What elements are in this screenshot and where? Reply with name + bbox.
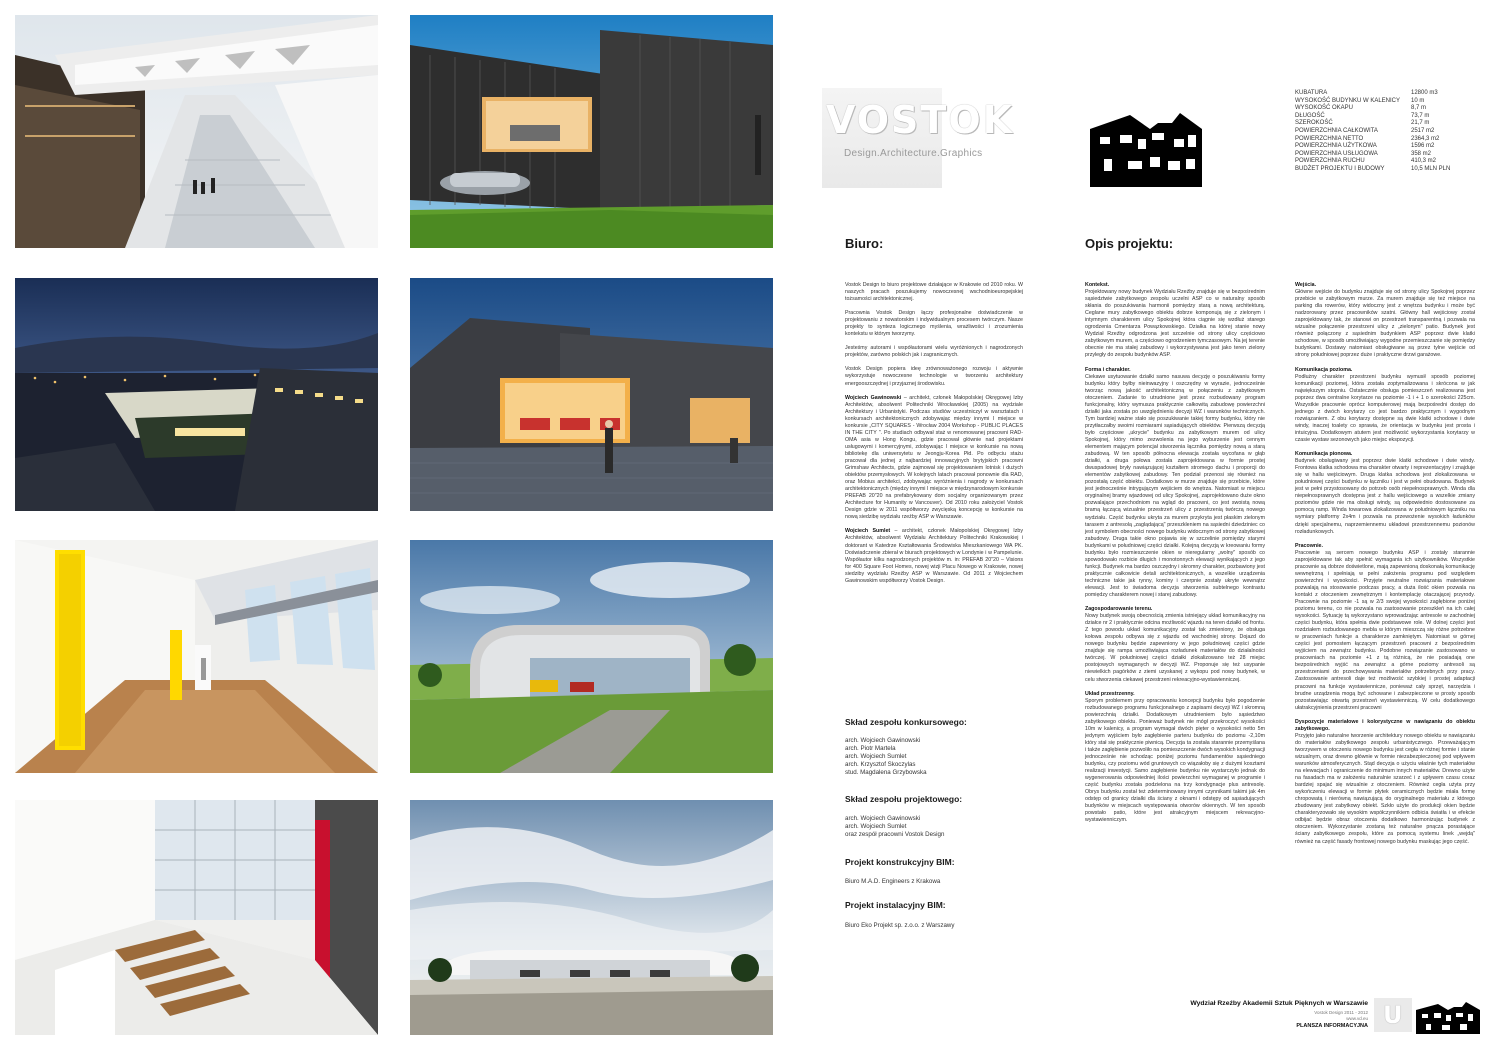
team-member: oraz zespół pracowni Vostok Design — [845, 831, 945, 838]
team-member: arch. Wojciech Sumlet — [845, 823, 907, 830]
stats-label: POWIERZCHNIA NETTO — [1295, 135, 1364, 142]
footer-website: www.vd.eu — [1346, 1015, 1368, 1021]
bio-gawinowski — [845, 395, 1023, 522]
stats-row — [1295, 90, 1450, 98]
stats-row — [1295, 120, 1450, 128]
stats-row — [1295, 158, 1450, 166]
opis-heading: Opis projektu: — [1085, 236, 1174, 251]
stats-value: 10,5 MLN PLN — [1411, 165, 1451, 172]
opis-section-text: Nowy budynek swoją obecnością zmienia istniejący układ komunikacyjny na działce nr 2 i praktycznie odcina możliwość wjazdu na teren działki od frontu. Z tego powodu układ komunikacyjny został tak zmieniony, że obsługa kołowa zespołu odbywa się z wjazdu od wschodniej strony. Dojazd do nowego budynku będzie zapewniony w jego południowej części gdzie znajduje się rampa umożliwiająca rozładunek materiałów do działalności twórczej. W południowej części działki zlokalizowano też 28 miejsc postojowych wymaganych w decyzji WZ. Proponuje się też usypanie niewielkich pagórków z ziemi uzyskanej z wykopu pod nowy budynek, w celu stworzenia ciekawej przestrzeni rekreacyjno-wystawienniczej. — [1085, 613, 1265, 683]
stats-value: 358 m2 — [1411, 150, 1432, 157]
bim-konstrukcyjny-text: Biuro M.A.D. Engineers z Krakowa — [845, 878, 941, 885]
opis-section-heading: Forma i charakter. — [1085, 366, 1131, 373]
footer-subtitle — [1170, 1010, 1368, 1021]
opis-section-text: Budynek obsługiwany jest poprzez dwie klatki schodowe i dwie windy. Frontowa klatka schodowa ma charakter otwarty i reprezentacyjny i znajduje się w hallu wejściowym. Druga klatka schodowa jest zlokalizowana w południowej części budynku w łączniku i jest w pełni obudowana. Budynek jest w pełni przystosowany do potrzeb osób niepełnosprawnych. Winda dla niepełnosprawnych dostępna jest z hallu wejściowego a wszelkie zmiany poziomów gdzie nie ma obsługi windy, są odpowiednio dostosowane za pomocą ramp. Winda towarowa zlokalizowana w południowym łączniku na wymiary platformy 2x4m i pozwala na przewożenie wysokich ładunków dzięki specjalnemu, naprzemiennemu układowi przestrzennemu pozionów rozładunkowych. — [1295, 458, 1475, 535]
bio-text: – architekt, członek Małopolskiej Okręgowej Izby Architektów, absolwent Politechniki Wrocławskiej (2005) na wydziale Architektury i Urbanistyki. Podczas studiów uczestniczył w warsztatach i konkursach architektonicznych zdobywając między innymi I miejsce w konkursie „CITY SQUARES - Wrocław 2004 Workshop - PUBLIC PLACES IN THE CITY ". Po studiach odbywał staż w renomowanej pracowni RAD-OMA asia w Hong Kongu, gdzie pracował głównie nad projektami usługowymi i komercyjnymi, zdobywając I miejsce w konkursie na nową bibliotekę dla uniwersytetu w Jeongju-Korea Płd. Po odbyciu stażu pracował dla jednej z najbardziej innowacyjnych brytyjskich pracowni Grimshaw Architects, gdzie zajmował się projektowaniem lotnisk i dużych obiektów przemysłowych. W kolejnych latach pracował ponownie dla RAD, oraz Mobius architekci, zdobywając wyróżnienia i nagrody w konkursach architektonicznych (między innymi I miejsce w międzynarodowym konkursie PREFAB 20"20 na prefabrykowany dom socjalny organizowanym przez Architecture for Humanity w Vancouver). Od 2010 roku założyciel Vostok Design gdzie w 2011 współtworzy zwycięską koncepcję w konkursie na nową siedzibę wydziału rzeźby ASP w Warszawie. — [845, 394, 1023, 521]
timber-house-dusk-render — [410, 278, 773, 511]
team-member: arch. Wojciech Gawinowski — [845, 737, 921, 744]
stats-row — [1295, 151, 1450, 159]
opis-column-2 — [1295, 282, 1475, 853]
timber-house-night-render — [15, 278, 378, 511]
opis-section-heading: Zagospodarowanie terenu. — [1085, 606, 1153, 613]
opis-section-heading: Pracownie. — [1295, 542, 1323, 549]
small-building-silhouette-icon — [1416, 1000, 1482, 1034]
stats-value: 73,7 m — [1411, 112, 1430, 119]
opis-section-heading: Komunikacja pionowa. — [1295, 451, 1353, 458]
curved-pavilion-render — [410, 540, 773, 773]
stats-value: 8,7 m — [1411, 105, 1427, 112]
team-member: stud. Magdalena Grzybowska — [845, 769, 927, 776]
stats-row — [1295, 166, 1450, 174]
opis-section — [1085, 367, 1265, 600]
staircase-interior-photo — [15, 800, 378, 1035]
bio-name: Wojciech Sumlet — [845, 528, 891, 535]
opis-section — [1085, 691, 1265, 825]
footer-credit: Vostok Design 2011 - 2012 — [1314, 1010, 1368, 1015]
building-silhouette-icon — [1090, 99, 1205, 189]
small-logo-letter: U — [1383, 1001, 1403, 1029]
logo-wordmark: VOSTOK — [826, 98, 1015, 142]
bridge-walkway-photo — [15, 15, 378, 248]
bio-name: Wojciech Gawinowski — [845, 394, 902, 401]
small-logo — [1374, 998, 1412, 1032]
opis-section — [1295, 543, 1475, 712]
opis-section-text: Przyjęto jako naturalne tworzenie architektury nowego obiektu w nawiązaniu do materiałów zabytkowego zespołu urbanistycznego. Przeważającym tworzywem w otoczeniu nowego budynku jest cegła w różnej formie i stanie wizualnym, oraz drewno głównie w formie niezabezpieczonej pod wpływem warunków atmosferycznych. Stąd decyzja o użyciu właśnie tych materiałów na elewacjach i ograniczenie do minimum innych materiałów. Drewno użyte na fasadach ma w założeniu naturalnie szarzeć i z upływem czasu coraz bardziej spajać się wizualnie z otoczeniem. Również cegła użyta przy wykończeniu elewacji w formie płytek ceramicznych będzie miała formę chropowatą i nierówną nawiązującą do oryginalnego materiału z którego zbudowany jest zabytkowy obiekt. Szkło użyte do produkcji okien będzie charakteryzowało się wysokim współczynnikiem odbicia światła i w efekcie odbijać będzie obraz otoczenia dodatkowo harmonizując budynek z otoczeniem. Wykorzystanie zostaną też naturalne pnącza porastające ściany zabytkowego zespołu, które za pomocą systemu linek „wejdą" również na część fasady frontowej nowego budynku maskując jego część. — [1295, 732, 1475, 845]
biuro-text — [845, 282, 1023, 592]
stats-row — [1295, 105, 1450, 113]
opis-section — [1085, 282, 1265, 360]
opis-column-1 — [1085, 282, 1265, 831]
opis-section-text: Podłużny charakter przestrzeni budynku wymusił sposób poziomej komunikacji poziomej, która została zoptymalizowana i skrócona w jak największym stopniu. Ostatecznie obsługa pomieszczeń realizowana jest poprzez dwa centralne korytarze na poziomie -1 i + 1 o szerokości 225cm. Wszystkie pracownie oprócz komputerowej mają bezpośredni dostęp do jednego z dwóch korytarzy co jest bardzo praktycznym i wygodnym rozwiązaniem. Z obu korytarzy dostępne są dwie klatki schodowe i dwie windy, inaczej toalety co sprawia, że orientacja w budynku jest prosta i intuicyjna. Dodatkowym atutem jest możliwość wykorzystania korytarzy w czasie wystaw sezonowych jako miejsc ekspozycji. — [1295, 373, 1475, 443]
opis-section — [1085, 606, 1265, 684]
opis-section-heading: Układ przestrzenny. — [1085, 690, 1135, 697]
opis-section-text: Projektowany nowy budynek Wydziału Rzeźby znajduje się w bezpośrednim sąsiedztwie zabytkowego zespołu uczelni ASP co w naturalny sposób skłania do poszukiwania harmonii pomiędzy starą a nową architekturą. Ceglane mury zabytkowego obiektu dobrze komponują się z zielonym i intymnym charakterem ulicy Spokojnej która ciągnie się wzdłuż starego ogrodzenia Cmentarza Powązkowskiego. Działka na której stanie nowy Wydział Rzeźby odgrodzona jest szczelnie od strony ulicy częściowo zabytkowym murem, a częściowo ogrodzeniem tymczasowym. Na jej terenie obecnie nie ma stałej zabudowy i wykorzystywana jest jako teren zielony przyległy do zespołu budynków ASP. — [1085, 289, 1265, 359]
stats-value: 2517 m2 — [1411, 127, 1435, 134]
stats-value: 1596 m2 — [1411, 143, 1435, 150]
stats-value: 2364,3 m2 — [1411, 135, 1440, 142]
team-projekt-heading: Skład zespołu projektowego: — [845, 794, 963, 804]
stats-value: 12800 m3 — [1411, 90, 1438, 96]
timber-house-day-render — [410, 15, 773, 248]
team-member: arch. Wojciech Sumlet — [845, 753, 907, 760]
biuro-paragraph: Vostok Design to biuro projektowe działające w Krakowie od 2010 roku. W naszych pracach poszukujemy nowoczesnej wschodnioeuropejskiej tożsamości architektonicznej. — [845, 282, 1023, 303]
opis-section-text: Główne wejście do budynku znajduje się od strony ulicy Spokojnej poprzez przebicie w zabytkowym murze. Za murem znajduje się też miejsce na parking dla rowerów, który widoczny jest z wnętrza budynku i może być nadzorowany przez pracowników szatni. Główny hall wejściowy został zaprojektowany tak, że stanowi on przestrzeń transparentną i pozwala na wizualne połączenie przestrzeni ulicy z „zielonym" patio. Budynek jest również połączony z sąsiednim budynkiem ASP poprzez dwie klatki schodowe, w sposób umożliwiający wygodne przemieszczanie się pomiędzy budynkami. Dostawy natomiast obsługiwane są przez tylne wejście od strony południowej poprzez duże i praktyczne drzwi garażowe. — [1295, 289, 1475, 359]
stats-label: POWIERZCHNIA UŻYTKOWA — [1295, 143, 1377, 150]
team-projekt-list — [845, 815, 944, 839]
bim-instalacyjny-heading: Projekt instalacyjny BIM: — [845, 900, 946, 910]
logo-tagline: Design.Architecture.Graphics — [844, 148, 983, 159]
biuro-paragraph: Vostok Design popiera ideę zrównoważonego rozwoju i aktywnie wykorzystuje nowoczesne technologie w tworzeniu architektury energooszczędnej i przyjaznej środowisku. — [845, 366, 1023, 387]
yellow-doors-corridor-photo — [15, 540, 378, 773]
biuro-heading: Biuro: — [845, 236, 884, 251]
stats-row — [1295, 128, 1450, 136]
opis-section — [1295, 451, 1475, 536]
stats-label: WYSOKOŚĆ BUDYNKU W KALENICY — [1295, 97, 1401, 104]
bio-text: – architekt, członek Małopolskiej Okręgowej Izby Architektów, absolwent Wydziału Architektury Politechniki Krakowskiej i doktorant w Katedrze Kształtowania Środowiska Mieszkaniowego WA PK. Doświadczenie zbierał w biurach projektowych w Londynie i w Pampelunie. Współautor kilku nagrodzonych projektów m. in: PREFAB 20"20 – Visions for 400 Square Foot Homes, nowej wizji Placu Nowego w Krakowie, nowej siedziby wydziału Rzeźby ASP w Warszawie. Od 2011 z Wojciechem Gawinowskim współtworzy Vostok Design. — [845, 528, 1023, 584]
team-member: arch. Piotr Martela — [845, 745, 896, 752]
opis-section-heading: Kontekst. — [1085, 282, 1110, 288]
opis-section — [1295, 367, 1475, 445]
bio-sumlet — [845, 528, 1023, 584]
pavilion-landscape-render — [410, 800, 773, 1035]
opis-section — [1295, 719, 1475, 846]
project-stats-table — [1295, 90, 1450, 174]
stats-label: POWIERZCHNIA RUCHU — [1295, 158, 1365, 165]
opis-section — [1295, 282, 1475, 360]
stats-label: POWIERZCHNIA CAŁKOWITA — [1295, 127, 1378, 134]
opis-section-text: Pracownie są sercem nowego budynku ASP i zostały starannie zaprojektowane tak aby spełnić wymagania ich użytkowników. Wszystkie pracownie są dobrze doświetlone, mają zapewnioną doskonałą komunikację wewnętrzną i spełniają w pełni założenia programu pod względem powierzchni i wysokości. Przyjęte neutralne rozwiązania materiałowe pozwalają na stosowanie podczas pracy, a duża ilość okien pozwala na kontakt z otoczeniem zewnętrznym i kontemplację otaczającej przyrody. Pracownie na poziomie -1 są w 2/3 swojej wysokości zagłębione poniżej poziomu terenu, co nie pozwala na zastosowanie przeszkleń na ich całej wysokości. Sytuację tą wykorzystano wprowadzając antresole w zachodniej części budynku, która spełnia dwie podstawowe role. W dolnej części jest rozdziałem rozbudowanego mebla w którym mieszczą się różne potrzebne w pracowniach funkcje a charakterze zamkniętym. Natomiast w górnej części jest pomostem łączącym przestrzeń pracowni z bezpośrednim wyjściem na zewnątrz budynku. Podobne rozwiązanie zastosowano w pracowniach na poziomie +1 z tą różnicą, że nie posiadają one bezpośrednich wyjść na zewnątrz a górne poziomy antresoli są przestrzeniami do przechowywania materiałów potrzebnych przy pracy. Zastosowanie antresoli daje też możliwość szybkiej i prostej adaptacji pracowni na funkcje wystawiennicze, ponieważ cały sprzęt, narzędzia i brudne urządzenia mogą być schowane i zabezpieczone w prosty sposób pozostawiając otwartą przestrzeń wystawienniczą. W celu dodatkowego ułatrakcyjnienia przestrzeni pracowni — [1295, 549, 1475, 711]
bim-konstrukcyjny-heading: Projekt konstrukcyjny BIM: — [845, 857, 955, 867]
stats-label: DŁUGOŚĆ — [1295, 112, 1325, 119]
opis-section-heading: Wejścia. — [1295, 282, 1317, 288]
team-konkurs-heading: Skład zespołu konkursowego: — [845, 717, 967, 727]
vostok-logo — [822, 88, 1015, 188]
stats-label: WYSOKOŚĆ OKAPU — [1295, 105, 1354, 112]
stats-value: 410,3 m2 — [1411, 158, 1437, 165]
stats-label: SZEROKOŚĆ — [1295, 120, 1333, 127]
opis-section-heading: Komunikacja pozioma. — [1295, 366, 1353, 373]
biuro-paragraph: Jesteśmy autorami i współautorami wielu wyróżnionych i nagrodzonych projektów, zarówno polskich jak i zagranicznych. — [845, 345, 1023, 359]
stats-label: KUBATURA — [1295, 90, 1328, 96]
opis-section-heading: Dyspozycje materiałowe i kolorystyczne w nawiązaniu do obiektu zabytkowego. — [1295, 718, 1475, 732]
biuro-paragraph: Pracownia Vostok Design łączy profesjonalne doświadczenie w projektowaniu z nowatorskim i indywidualnym procesem twórczym. Nasze projekty to synteza logicznego myślenia, wrażliwości i zrozumienia kontekstu w którym tworzymy. — [845, 310, 1023, 338]
stats-value: 10 m — [1411, 97, 1425, 104]
bim-instalacyjny-text: Biuro Eko Projekt sp. z.o.o. z Warszawy — [845, 922, 955, 929]
stats-label: BUDŻET PROJEKTU I BUDOWY — [1295, 165, 1385, 172]
opis-section-text: Sporym problemem przy opracowaniu koncepcji budynku było pogodzenie rozbudowanego programu funkcjonalnego z zapisami decyzji WZ i skromną powierzchnią działki. Dodatkowym utrudnieniem było sąsiedztwo zabytkowego obiektu. Ponieważ budynek nie mógł przekroczyć wysokości 10m w kalenicy, a program wymagał dwóch pięter o wysokości netto 5m jedynym wyjściem było zagłębienie parteru budynku do poziomu -2,10m który stał się praktycznie piwnicą. Decyzja ta została starannie przemyślana i także zagłębienie pozwoliło na pomieszczenie dwóch wysokich kondygnacji jednocześnie nie schodząc poniżej poziomu fundamentów sąsiedniego budynku, czy poziomu wód gruntowych co wiązałoby się z dużymi kosztami realizacji inwestycji. Samo zagłębienie budynku nie wystarczyło jednak do wygenerowania odpowiedniej ilości powierzchni wymaganej w programie i część budynku została podzielona na trzy kondygnacje plus antresolę. Obrys budynku został też zdeterminowany innymi czynnikami takimi jak 4m odstęp od granicy działki dla ściany z oknami i odstępy od sąsiadujących budynków w miejscach występowania otworów okiennych. W ten sposób powstało patio, które jest atrakcyjnym miejscem rekreacyjno-wystawienniczym. — [1085, 697, 1265, 824]
stats-row — [1295, 143, 1450, 151]
team-konkurs-list — [845, 737, 927, 777]
stats-label: POWIERZCHNIA USŁUGOWA — [1295, 150, 1378, 157]
opis-section-text: Ciekawe usytuowanie działki samo nasuwa decyzję o poszukiwaniu formy budynku który byłby nieinwazyjny i oszczędny w wyrazie, jednocześnie tworząc nową jakość architektoniczną w połączeniu z zabytkowym otoczeniem. Zadanie to utrudnione jest przez rozbudowany program funkcjonalny, który wymusza praktycznie całkowitą zabudowę powierzchni działki jaka została po uwzględnieniu decyzji WZ i warunków technicznych. Tym bardziej ważne stało się poszukiwanie takiej formy budynku, który nie przytłaczałby swoimi rozmiarami sąsiadujących obiektów. Pierwszą decyzją było częściowe „ukrycie" budynku za zabytkowym murem od ulicy Spokojnej, który mimo zezwolenia na jego wyburzenie jest cennym elementem mającym potencjał stworzenia łącznika pomiędzy nową a starą zabudową. W ten sposób północna elewacja została wycofana w głąb działki, a druga połowa została zaprojektowana w formie prostej dwuspadowej bryły nawiązującej kształtem stromego dachu i proporcji do elementów zabytkowej zabudowy. Ten podział przenosi się również na pozostałą część obiektu. Dodatkowo w murze znajduje się przebicie, które jest jednocześnie intrygującym wejściem do wnętrza. Natomiast w miejscu oryginalnej bramy wjazdowej od ulicy Spokojnej, zaprojektowano duże okno pozwalające przechodniom na wgląd do pracowni, co jest swoistą nową bramą łączącą wizualnie przestrzeń ulicy z przestrzenią twórczą nowego wydziału. Część budynku ukryta za murem przykryta jest płaskim zielonym tarasem z antresolą „zaglądającą" przeszkleniem na sąsiedni dziedziniec co jest symbolem obecności nowego budynku widocznym od strony zabytkowej zabudowy. Druga takie okno pojawia się w szczelinie pomiędzy starymi budynkami w południowej części działki. Kolejną decyzją w kreowaniu formy budynku było rozmieszczenie okien w nieregularny „wolny" sposób co spowodowało rozbicie długich i monotonnych elewacji wynikających z jego funkcji. Budynek ma bardzo oszczędny i skromny charakter, pozbawiony jest praktycznie całkowicie detali architektonicznych, a wszelkie urządzenia techniczne takie jak rynny, kominy i czerpnie zostały ukryte wewnątrz elewacji. Jest to świadoma decyzja stworzenia subtelnego kontrastu pomiędzy charakterem nowej i starej zabudowy. — [1085, 373, 1265, 599]
footer-plan-label: PLANSZA INFORMACYJNA — [1296, 1023, 1368, 1029]
stats-value: 21,7 m — [1411, 120, 1430, 127]
footer-title: Wydział Rzeźby Akademii Sztuk Pięknych w Warszawie — [1190, 1000, 1368, 1007]
team-member: arch. Wojciech Gawinowski — [845, 815, 921, 822]
team-member: arch. Krzysztof Skoczylas — [845, 761, 916, 768]
